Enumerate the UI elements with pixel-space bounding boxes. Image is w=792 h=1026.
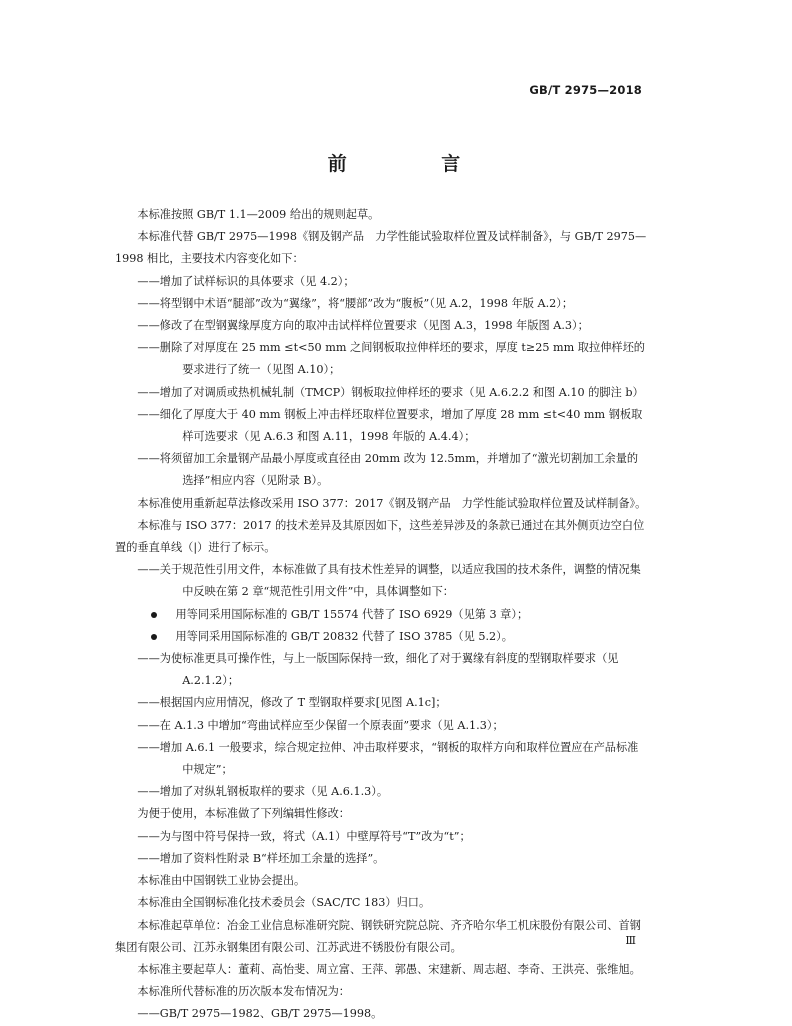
dash-item: ——关于规范性引用文件，本标准做了具有技术性差异的调整，以适应我国的技术条件，调整的情况集中反映在第 2 章“规范性引用文件”中，具体调整如下： [137,563,641,599]
dash-item: ——删除了对厚度在 25 mm ≤t<50 mm 之间钢板取拉伸样坯的要求，厚度 t≥25 mm 取拉伸样坯的要求进行了统一（见图 A.10）； [137,341,645,377]
standard-code: GB/T 2975—2018 [529,83,642,97]
dash-item: ——增加了对纵轧钢板取样的要求（见 A.6.1.3）。 [137,785,389,799]
paragraph: 为便于使用，本标准做了下列编辑性修改： [137,807,350,821]
paragraph: 本标准由中国钢铁工业协会提出。 [137,874,306,888]
paragraph: 本标准所代替标准的历次版本发布情况为： [137,985,350,999]
page-number: Ⅲ [625,934,636,947]
dash-item: ——细化了厚度大于 40 mm 钢板上冲击样坯取样位置要求，增加了厚度 28 mm ≤t<40 mm 钢板取样可选要求（见 A.6.3 和图 A.11，1998 年版的 A.4.4）； [137,407,643,444]
page-title: 前 言 [327,153,505,175]
dash-item: ——增加了资料性附录 B“样坯加工余量的选择”。 [137,851,385,865]
paragraph: 本标准使用重新起草法修改采用 ISO 377：2017《钢及钢产品 力学性能试验取样位置及试样制备》。 [137,496,647,510]
dash-item: ——增加了试样标识的具体要求（见 4.2）； [137,274,355,288]
dash-item: ——在 A.1.3 中增加“弯曲试样应至少保留一个原表面”要求（见 A.1.3）； [137,718,504,732]
paragraph: 本标准起草单位：冶金工业信息标准研究院、钢铁研究院总院、齐齐哈尔华工机床股份有限公司、首钢集团有限公司、江苏永钢集团有限公司、江苏武进不锈股份有限公司。 [115,918,641,954]
paragraph: 本标准代替 GB/T 2975—1998《钢及钢产品 力学性能试验取样位置及试样制备》，与 GB/T 2975—1998 相比，主要技术内容变化如下： [115,230,647,266]
dash-item: ——增加 A.6.1 一般要求，综合规定拉伸、冲击取样要求，“钢板的取样方向和取样位置应在产品标准中规定”； [137,740,639,777]
bullet-text: 用等同采用国际标准的 GB/T 15574 代替了 ISO 6929（见第 3 章）； [175,607,529,621]
bullet-item [137,604,647,626]
dash-item: ——增加了对调质或热机械轧制（TMCP）钢板取拉伸样坯的要求（见 A.6.2.2 和图 A.10 的脚注 b） [137,385,644,399]
bullet-item [137,626,647,648]
bullet-text: 用等同采用国际标准的 GB/T 20832 代替了 ISO 3785（见 5.2）。 [175,629,513,643]
paragraph: 本标准由全国钢标准化技术委员会（SAC/TC 183）归口。 [137,896,431,910]
dash-item: ——根据国内应用情况，修改了 T 型钢取样要求[见图 A.1c]； [137,696,447,710]
bullet-dot-icon [151,634,157,640]
dash-item: ——将须留加工余量钢产品最小厚度或直径由 20mm 改为 12.5mm，并增加了“激光切割加工余量的选择”相应内容（见附录 B）。 [137,452,639,488]
dash-item: ——将型钢中术语“腿部”改为“翼缘”，将“腰部”改为“腹板”（见 A.2，1998 年版 A.2）； [137,296,574,310]
dash-item: ——为使标准更具可操作性，与上一版国际保持一致，细化了对于翼缘有斜度的型钢取样要求（见 A.2.1.2）； [137,652,619,688]
dash-item: ——为与图中符号保持一致，将式（A.1）中壁厚符号“T”改为“t”； [137,829,471,843]
paragraph: 本标准按照 GB/T 1.1—2009 给出的规则起草。 [137,208,380,221]
dash-item: ——GB/T 2975—1982、GB/T 2975—1998。 [137,1007,383,1021]
dash-item: ——修改了在型钢翼缘厚度方向的取冲击试样样位置要求（见图 A.3，1998 年版图 A.3）； [137,319,589,333]
bullet-dot-icon [151,612,157,618]
foreword-body [115,204,647,1026]
paragraph: 本标准与 ISO 377：2017 的技术差异及其原因如下，这些差异涉及的条款已通过在其外侧页边空白位置的垂直单线（|）进行了标示。 [115,518,645,555]
paragraph: 本标准主要起草人：董莉、高怡斐、周立富、王萍、郭愚、宋建新、周志超、李奇、王洪亮、张维旭。 [137,962,641,976]
